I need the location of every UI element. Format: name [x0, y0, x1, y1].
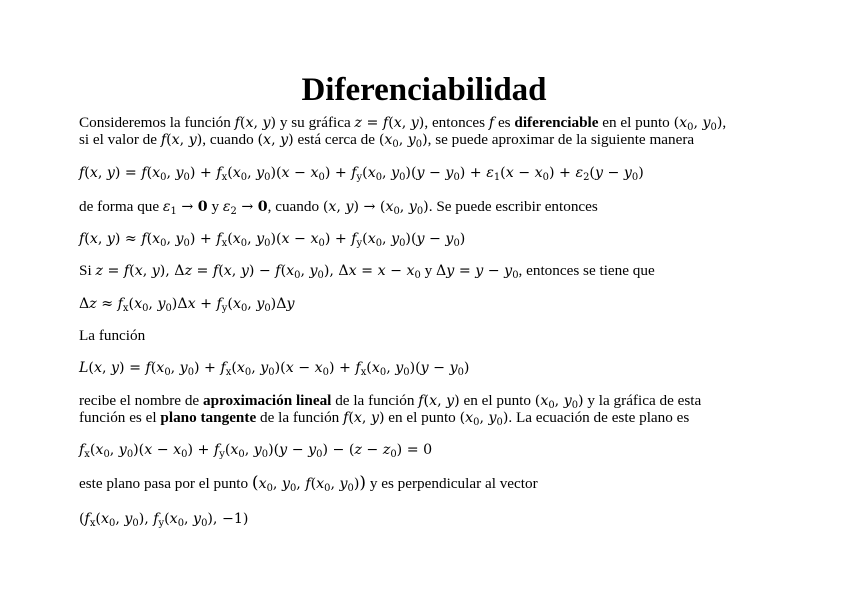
equation-tangent-plane: $f_x(x_0$, $y_0)(x - x_0) + f_y(x_0$, $y_0)(y - y_0) - (z - z_0) = 0$	[79, 442, 433, 460]
intro-line-2: si el valor de f(x, y), cuando (x, y) está cerca de ($x_0$, $y_0$), se puede aproximar de la siguiente manera	[79, 131, 695, 150]
equation-normal-vector: ($f_x(x_0$, $y_0$), $f_y(x_0$, $y_0$), −1)	[79, 511, 249, 529]
equation-approximation: f(x, $y) \approx f(x_0$, $y_0) + f_x(x_0$, $y_0)(x - x_0) + f_y(x_0$, $y_0)(y - y_0)$	[79, 231, 466, 249]
term-diferenciable: diferenciable	[514, 114, 599, 131]
linear-approx-line-2: función es el plano tangente de la función f(x, y) en el punto ($x_0$, $y_0$). La ecuación de este plano es	[79, 409, 690, 428]
linear-approx-line-1: recibe el nombre de aproximación lineal de la función f(x, y) en el punto ($x_0$, $y_0$) y la gráfica de esta	[79, 392, 702, 411]
point-vector-line: este plano pasa por el punto ($x_0$, $y_0$, $f(x_0$, $y_0$)) y es perpendicular al vector	[79, 473, 538, 494]
intro-line-1: Consideremos la función f(x, y) y su gráfica z = f(x, y), entonces f es diferenciable en el punto ($x_0$, $y_0$),	[79, 114, 727, 133]
equation-differential: f(x, $y) = f(x_0$, $y_0) + f_x(x_0$, $y_0)(x - x_0) + f_y(x_0$, $y_0)(y - y_0) + \varepsilon_1(x - x_0) + \varepsilon_2(y - y_0)$	[79, 165, 644, 183]
la-funcion-line: La función	[79, 327, 146, 344]
term-aproximacion-lineal: aproximación lineal	[202, 392, 332, 409]
page-title: Diferenciabilidad	[301, 72, 547, 108]
term-plano-tangente: plano tangente	[160, 409, 257, 426]
increments-line: Si z = f(x, y), Δz = f(x, $y) - f(x_0$, $y_0$), $\Delta x = x - x_0$ y $\Delta y = y - y_0$, entonces se tiene que	[79, 262, 655, 281]
equation-linearization: L(x, $y) = f(x_0$, $y_0) + f_x(x_0$, $y_0)(x - x_0) + f_x(x_0$, $y_0)(y - y_0)$	[79, 360, 470, 378]
condition-line: de forma que $\varepsilon_1 \to 0$ y $\varepsilon_2 \to 0$, cuando (x, $y) \to (x_0$, $y_0$). Se puede escribir entonces	[79, 198, 598, 217]
equation-delta-z: $\Delta z \approx f_x(x_0$, $y_0)\Delta x + f_y(x_0$, $y_0)\Delta y$	[79, 296, 295, 314]
